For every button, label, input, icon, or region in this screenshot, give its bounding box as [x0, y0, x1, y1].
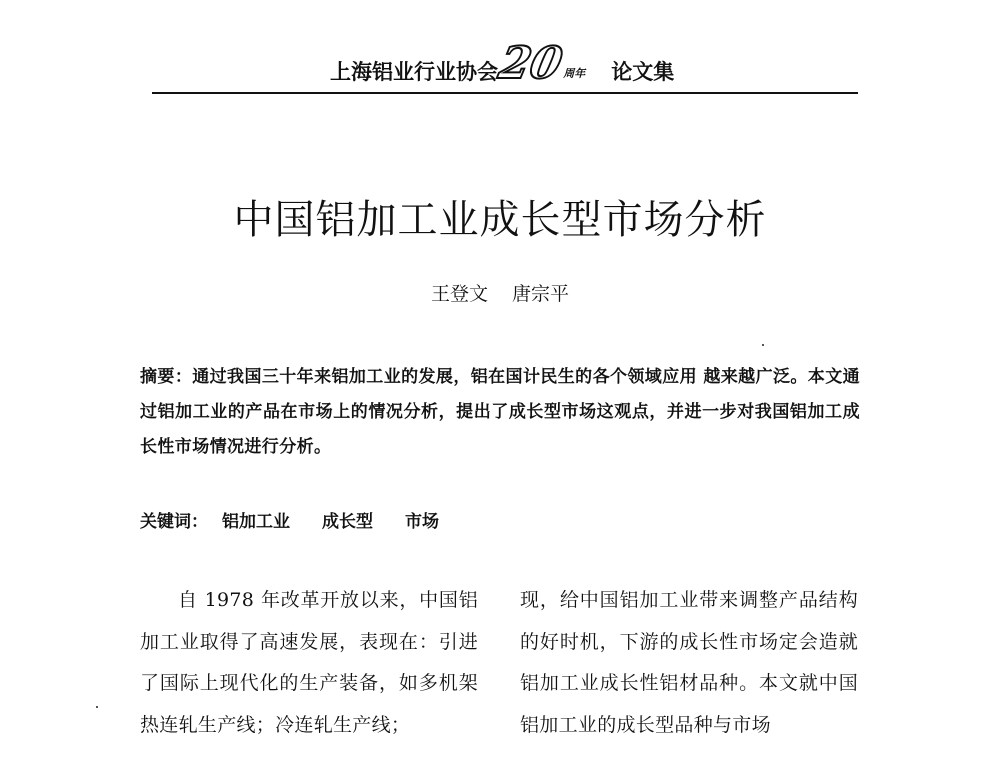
author-name: 王登文: [430, 283, 488, 305]
keyword: 成长型: [322, 512, 373, 532]
keywords: [140, 510, 439, 534]
abstract-label: 摘要：: [140, 367, 193, 387]
body-right-column: 现，给中国铝加工业带来调整产品结构的好时机，下游的成长性市场定会造就铝加工业成长性铝材品种。本文就中国铝加工业的成长型品种与市场: [520, 589, 858, 736]
running-header: [330, 38, 675, 89]
abstract-text: 通过我国三十年来铝加工业的发展，铝在国计民生的各个领域应用 越来越广泛。本文通过铝加工业的产品在市场上的情况分析，提出了成长型市场这观点，并进一步对我国铝加工成长性市场情况进行分析。: [140, 367, 860, 457]
scan-speck: [762, 344, 764, 346]
anniversary-number: 20: [494, 38, 567, 89]
author-name: 唐宗平: [512, 283, 570, 305]
paper-title: 中国铝加工业成长型市场分析: [233, 197, 767, 243]
scan-speck: [96, 706, 98, 708]
authors: [0, 282, 1000, 306]
anniversary-suffix: 周年: [563, 67, 586, 80]
header-rule: [152, 92, 858, 94]
keyword: 市场: [405, 512, 439, 532]
header-collection: 论文集: [611, 60, 675, 84]
keywords-label: 关键词：: [140, 512, 208, 532]
header-association: 上海铝业行业协会: [330, 60, 498, 84]
keyword: 铝加工业: [222, 512, 290, 532]
body-left-column: 自 1978 年改革开放以来，中国铝加工业取得了高速发展，表现在：引进了国际上现代化的生产装备，如多机架热连轧生产线；冷连轧生产线；: [140, 589, 478, 736]
abstract: [140, 360, 860, 465]
